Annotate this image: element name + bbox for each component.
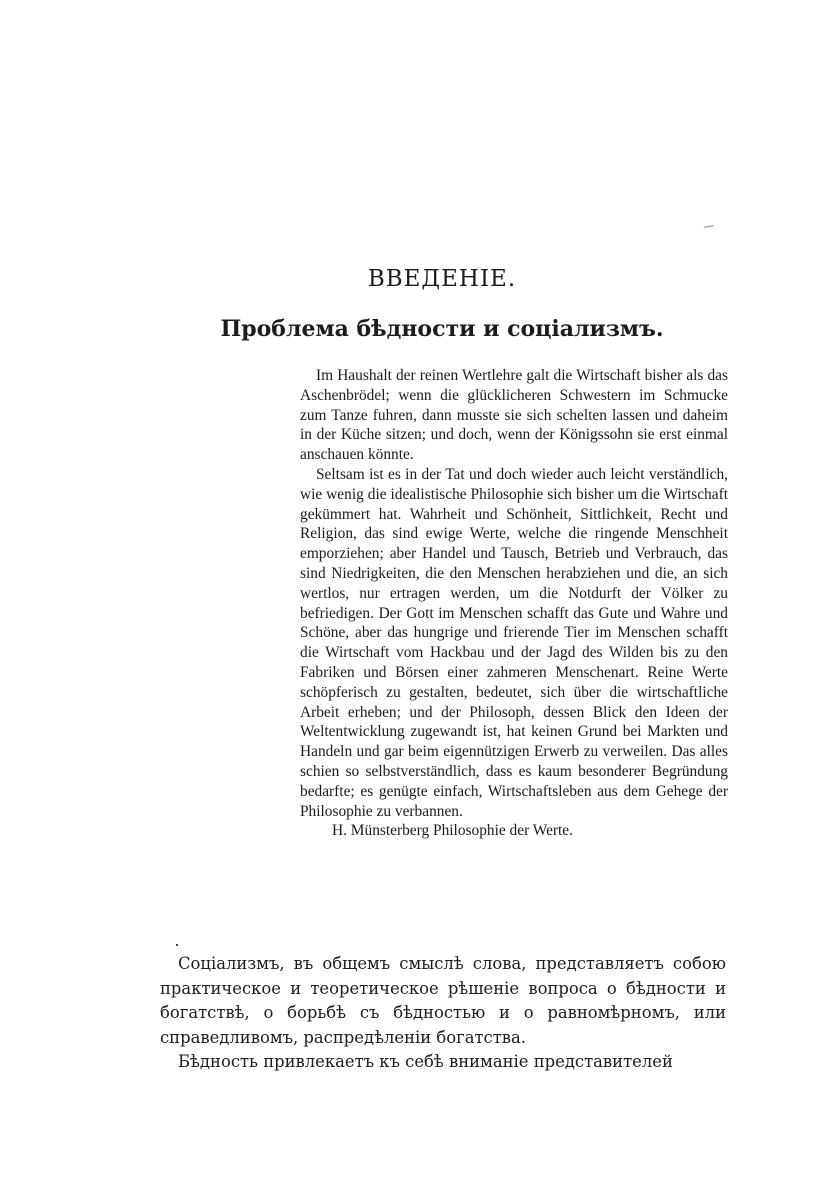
main-text (160, 952, 726, 1075)
chapter-title: ВВЕДЕНІЕ. (367, 266, 517, 292)
epigraph-paragraph-2: Seltsam ist es in der Tat und doch wieder auch leicht verständlich, wie wenig die idealistische Philosophie sich bisher um die Wirtschaft gekümmert hat. Wahrheit und Schönheit, Sittlichkeit, Recht und Religion, das sind ewige Werte, welche die ringende Menschheit emporziehen; aber Handel und Tausch, Betrieb und Verbrauch, das sind Niedrigkeiten, die den Menschen herabziehen und die, an sich wertlos, nur ertragen werden, um die Notdurft der Völker zu befriedigen. Der Gott im Menschen schafft das Gute und Wahre und Schöne, aber das hungrige und frierende Tier im Menschen schafft die Wirtschaft vom Hackbau und der Jagd des Wilden bis zu den Fabriken und Börsen einer zahmeren Menschenart. Reine Werte schöpferisch zu gestalten, bedeutet, sich über die wirtschaftliche Arbeit erheben; und der Philosoph, dessen Blick den Ideen der Weltentwicklung zugewandt ist, hat keinen Grund bei Markten und Handeln und gar beim eigennützigen Erwerb zu verweilen. Das alles schien so selbstverständlich, dass es kaum besonderer Begründung bedarfte; es genügte einfach, Wirtschaftsleben aus dem Gehege der Philosophie zu verbannen. (300, 465, 728, 820)
body-paragraph-2: Бѣдность привлекаетъ къ себѣ вниманіе представителей (178, 1052, 673, 1071)
epigraph (300, 366, 728, 841)
body-paragraph-1: Соціализмъ, въ общемъ смыслѣ слова, представляетъ собою практическое и теоретическое рѣшеніе вопроса о бѣдности и богатствѣ, о борьбѣ съ бѣдностью и о равномѣрномъ, или справедливомъ, распредѣленіи богатства. (160, 954, 726, 1047)
epigraph-attribution: H. Münsterberg Philosophie der Werte. (332, 822, 573, 840)
stray-mark (176, 944, 178, 946)
epigraph-paragraph-1: Im Haushalt der reinen Wertlehre galt die Wirtschaft bisher als das Aschenbrödel; wenn die glücklicheren Schwestern im Schmucke zum Tanze fuhren, dann musste sie sich schelten lassen und daheim in der Küche sitzen; und doch, wenn der Königssohn sie erst einmal anschauen könnte. (300, 367, 728, 464)
printing-mark (704, 225, 715, 231)
chapter-subtitle: Проблема бѣдности и соціализмъ. (220, 316, 664, 342)
